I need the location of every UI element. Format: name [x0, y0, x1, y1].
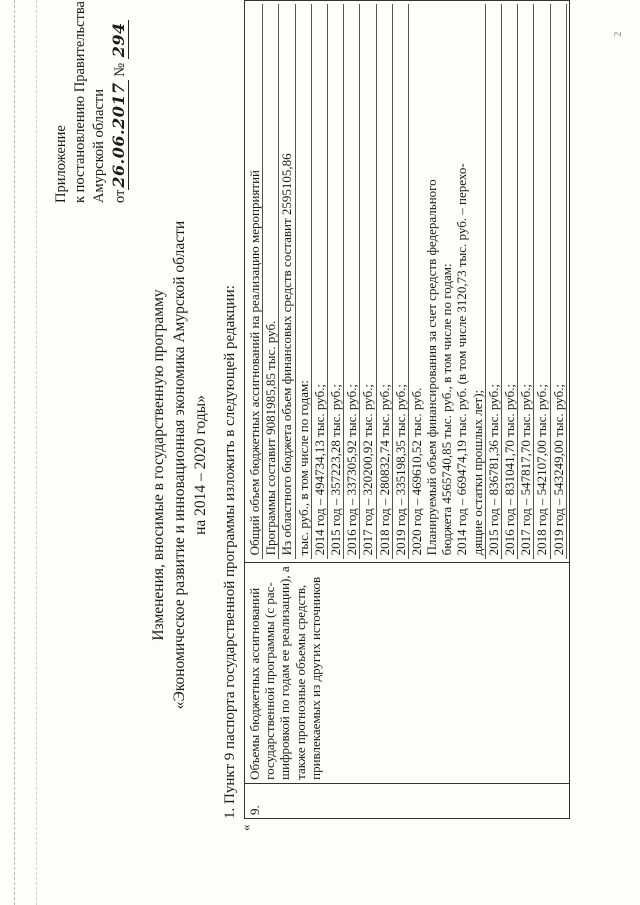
content-line: бюджета 4565740,85 тыс. руб., в том числе по годам: [439, 263, 455, 556]
content-line: 2017 год – 320200,92 тыс. руб.; [360, 4, 376, 559]
content-line: Планируемый объем финансирования за счет средств федерального [424, 179, 440, 556]
opening-quote: « [238, 824, 253, 831]
title-line: на 2014 – 2020 годы» [192, 395, 209, 535]
row-number: 9. [247, 805, 262, 815]
content-line: 2019 год – 543249,00 тыс. руб.; [551, 4, 567, 559]
content-line: Программы составит 9081985,85 тыс. руб. [263, 4, 279, 559]
decree-date-line [109, 1, 130, 203]
row-name-line: Объемы бюджетных ассигнований [247, 587, 262, 780]
title-line: «Экономическое развитие и инновационная экономика Амурской области [171, 220, 188, 710]
content-line: Общий объем бюджетных ассигнований на реализацию мероприятий [247, 4, 263, 559]
row-name-line: шифровкой по годам ее реализации), а [277, 566, 293, 780]
approval-block [52, 1, 130, 203]
content-line: 2019 год – 335198,35 тыс. руб.; [393, 4, 409, 559]
margin-mark: 2 [612, 31, 624, 37]
content-line: 2014 год – 669474,19 тыс. руб. (в том числе 3120,73 тыс. руб. – перехо- [454, 163, 470, 556]
region-name: Амурской области [91, 89, 107, 203]
row-name-cell [245, 563, 570, 784]
row-name-line: также прогнозные объемы средств, [292, 584, 308, 780]
content-line: 2015 год – 357223,28 тыс. руб.; [328, 4, 344, 559]
content-line: 2015 год – 836781,36 тыс. руб.; [486, 4, 502, 559]
content-line: 2020 год – 469610,52 тыс. руб. [408, 387, 424, 556]
intro-paragraph: 1. Пункт 9 паспорта государственной программы изложить в следующей редакции: [222, 285, 238, 819]
decree-reference: к постановлению Правительства [72, 1, 88, 203]
content-line: дящие остатки прошлых лет); [470, 4, 486, 559]
content-line: 2018 год – 542107,00 тыс. руб.; [534, 4, 550, 559]
content-line: 2016 год – 337305,92 тыс. руб.; [344, 4, 360, 559]
document-title [148, 105, 211, 825]
decree-date: 26.06.2017 [109, 82, 128, 188]
passport-table [244, 0, 570, 819]
content-line: 2014 год – 494734,13 тыс. руб.; [312, 4, 328, 559]
number-prefix: № [112, 62, 128, 77]
content-line: 2018 год – 280832,74 тыс. руб.; [377, 4, 393, 559]
decree-number: 294 [109, 22, 128, 58]
content-line: 2017 год – 547817,70 тыс. руб.; [518, 4, 534, 559]
content-line: Из областного бюджета объем финансовых средств составит 2595105,86 [279, 4, 295, 559]
title-line: Изменения, вносимые в государственную программу [150, 289, 167, 641]
content-line: тыс. руб., в том числе по годам: [296, 4, 312, 559]
appendix-heading: Приложение [53, 125, 69, 203]
row-name-line: государственной программы (с рас- [262, 582, 278, 780]
date-prefix: от [112, 189, 128, 203]
row-content-cell [245, 1, 570, 563]
row-number-cell [245, 783, 570, 818]
content-line: 2016 год – 831041,70 тыс. руб.; [502, 4, 518, 559]
row-name-line: привлекаемых из других источников [307, 576, 323, 780]
table-row [245, 1, 570, 819]
